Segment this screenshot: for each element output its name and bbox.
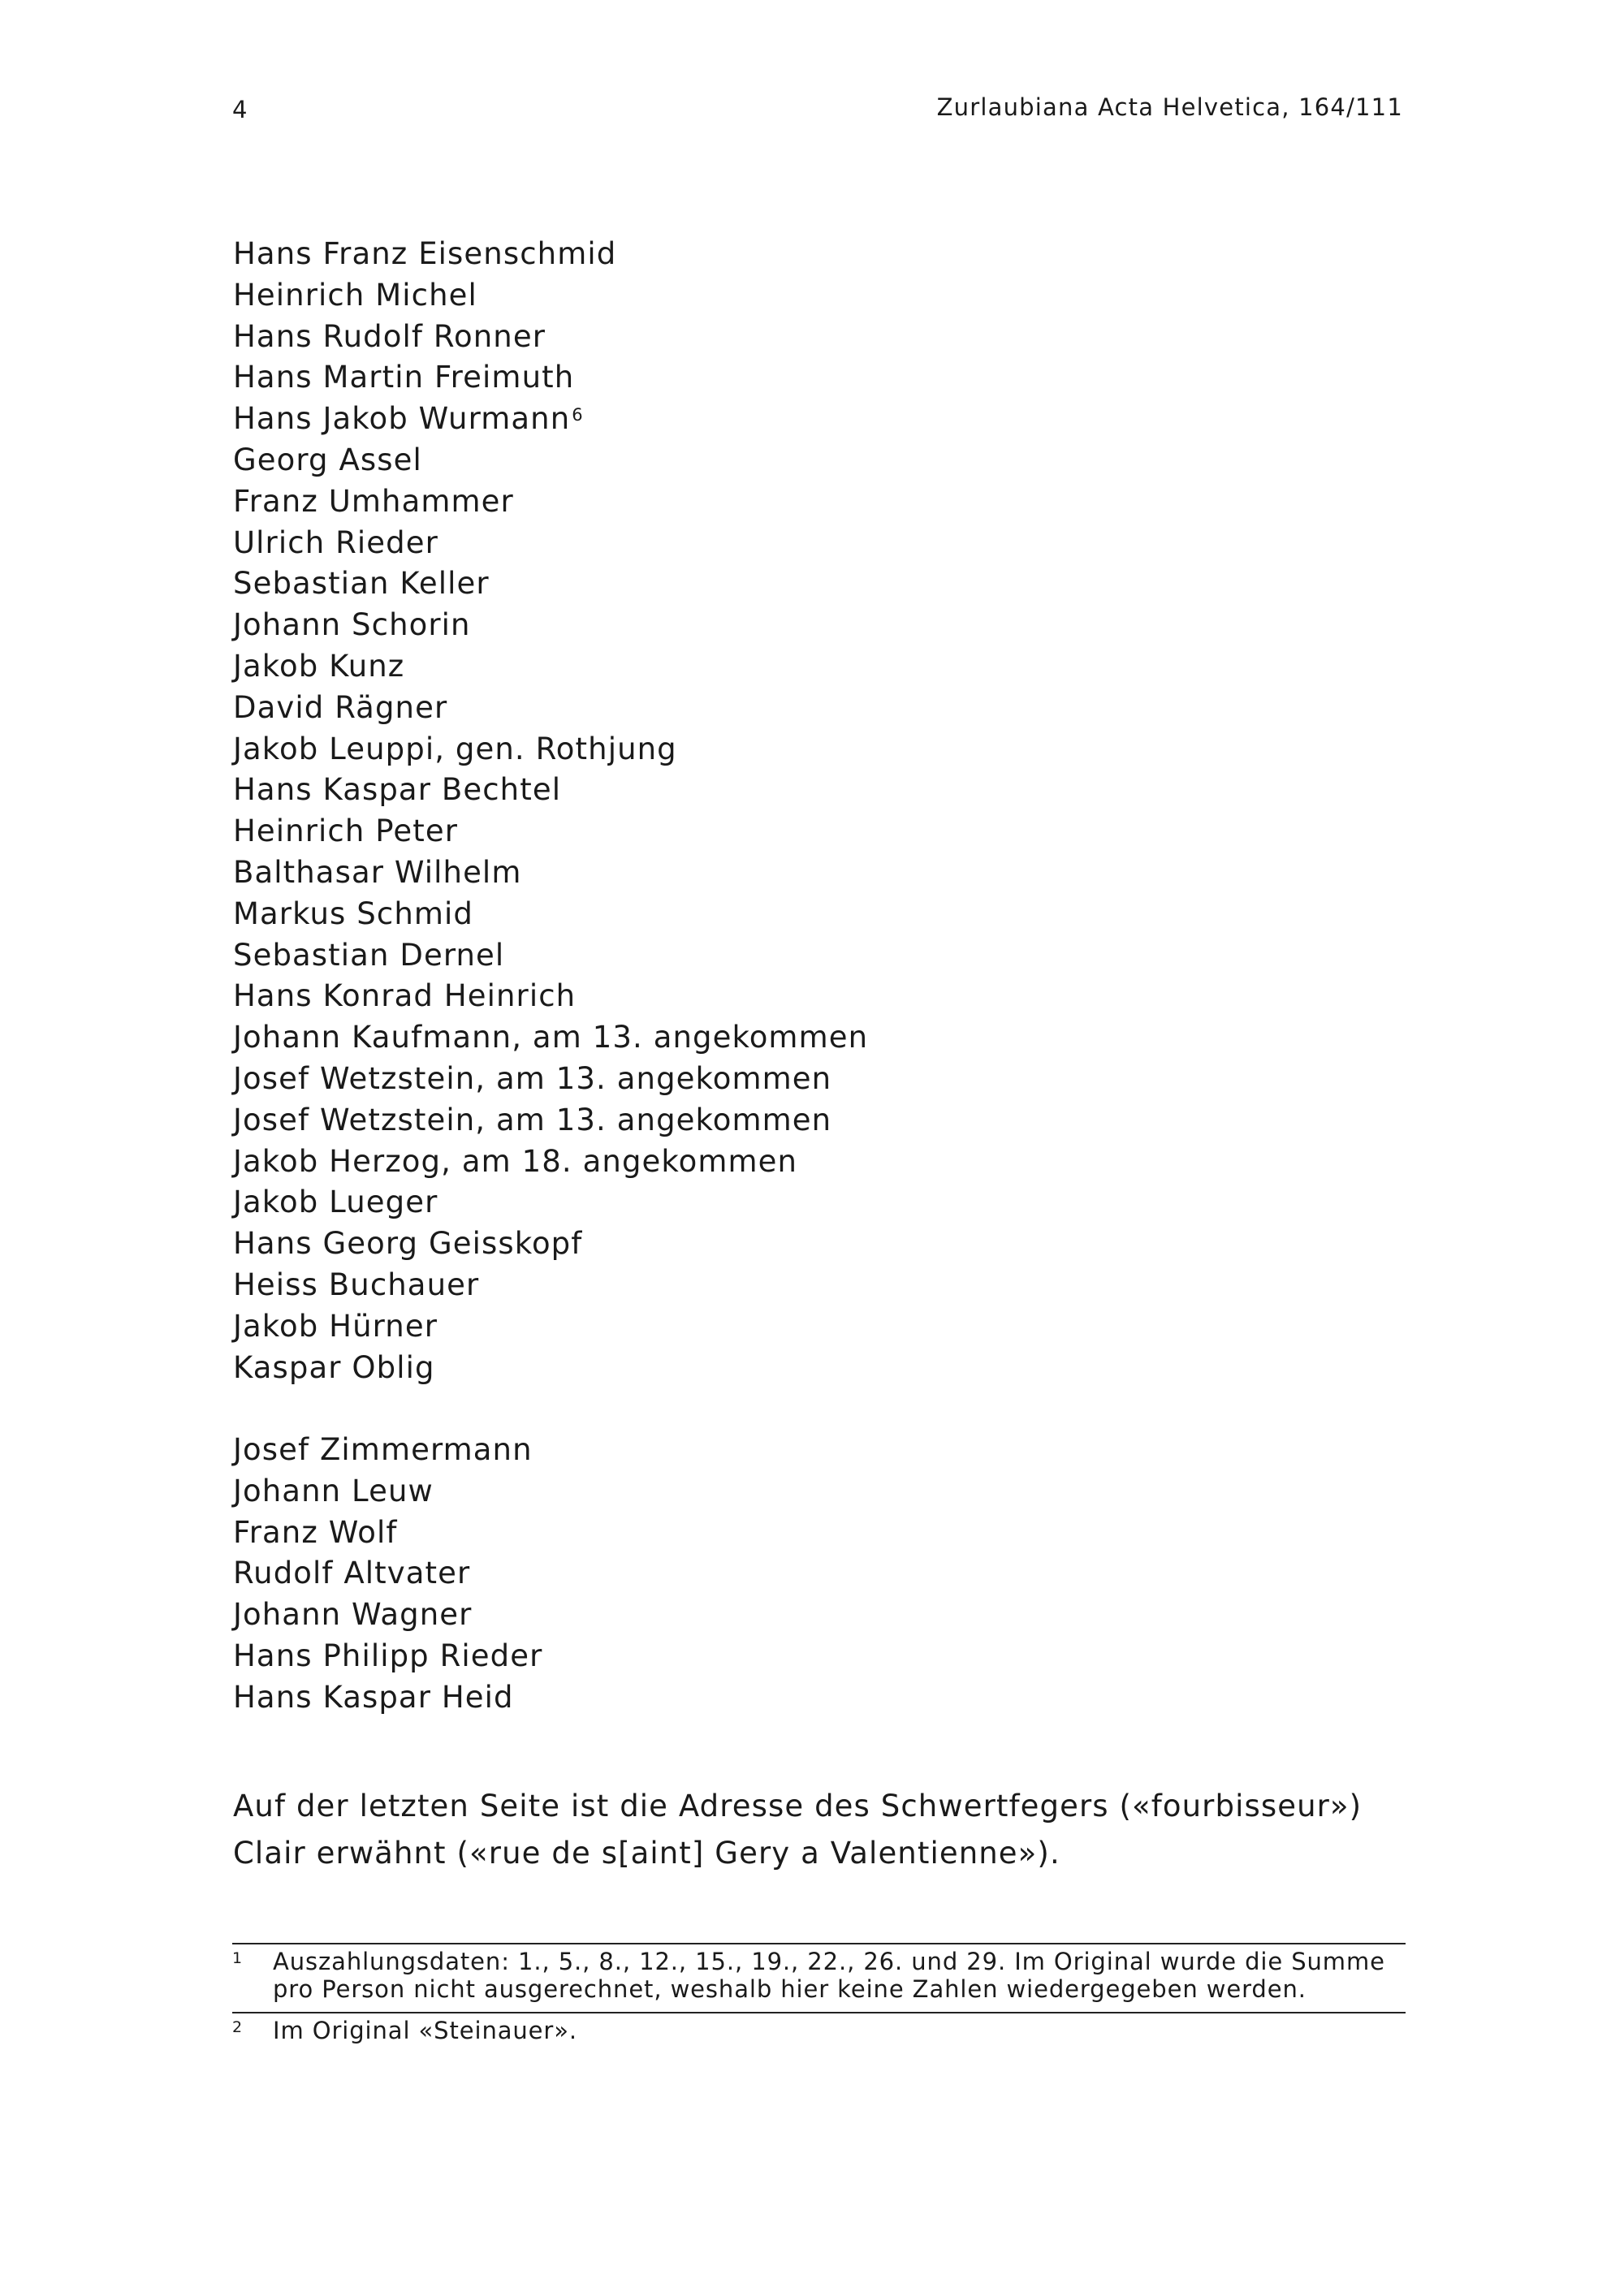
list-item <box>233 935 868 977</box>
list-item <box>233 275 868 317</box>
person-name: Jakob Lueger <box>233 1185 438 1220</box>
person-name: David Rägner <box>233 689 448 725</box>
list-item <box>233 399 868 440</box>
list-item: Rudolf Altvater <box>233 1556 471 1591</box>
person-name: Sebastian Dernel <box>233 937 505 973</box>
list-item <box>233 317 868 358</box>
footnote-1 <box>232 1948 1406 2003</box>
list-item: Josef Zimmermann <box>233 1432 533 1467</box>
list-item <box>233 563 868 605</box>
person-name: Jakob Hürner <box>233 1308 438 1344</box>
list-item: Franz Wolf <box>233 1514 398 1550</box>
person-name: Josef Wetzstein, am 13. angekommen <box>233 1060 832 1096</box>
list-item: Hans Kaspar Heid <box>233 1679 514 1715</box>
list-item <box>233 605 868 646</box>
person-name: Ulrich Rieder <box>233 524 438 560</box>
list-item <box>233 1059 868 1100</box>
list-item <box>233 976 868 1017</box>
footnote-divider <box>232 1943 1406 1944</box>
person-name: Heinrich Michel <box>233 277 477 313</box>
list-item <box>233 811 868 852</box>
list-item <box>233 894 868 935</box>
person-name: Hans Jakob Wurmann <box>233 401 571 437</box>
list-item <box>233 1017 868 1059</box>
list-item <box>233 852 868 894</box>
list-item <box>233 357 868 399</box>
person-name: Kaspar Oblig <box>233 1349 435 1385</box>
list-item <box>233 1224 868 1265</box>
running-header: Zurlaubiana Acta Helvetica, 164/111 <box>936 93 1403 121</box>
list-item <box>233 1182 868 1224</box>
person-name: Hans Georg Geisskopf <box>233 1226 583 1262</box>
list-item <box>233 1348 868 1389</box>
person-name: Heiss Buchauer <box>233 1267 480 1302</box>
list-item <box>233 688 868 729</box>
person-name: Balthasar Wilhelm <box>233 854 522 890</box>
name-list-group-2 <box>233 1430 542 1719</box>
list-item <box>233 1100 868 1142</box>
list-item <box>233 770 868 811</box>
list-item <box>233 729 868 770</box>
person-name: Josef Wetzstein, am 13. angekommen <box>233 1102 832 1137</box>
list-item <box>233 1265 868 1306</box>
list-item: Johann Wagner <box>233 1597 473 1633</box>
person-name: Hans Kaspar Bechtel <box>233 772 562 808</box>
list-item: Hans Philipp Rieder <box>233 1638 543 1673</box>
footnote-text: Auszahlungsdaten: 1., 5., 8., 12., 15., 19., 22., 26. und 29. Im Original wurde die Summe pro Person nicht ausgerechnet, weshalb hier keine Zahlen wiedergegeben werden. <box>273 1948 1385 2003</box>
person-name: Jakob Herzog, am 18. angekommen <box>233 1143 798 1179</box>
page-number: 4 <box>232 96 248 123</box>
list-item <box>233 1306 868 1348</box>
list-item <box>233 646 868 688</box>
list-item <box>233 440 868 481</box>
footnote-reference: 6 <box>572 405 584 425</box>
person-name: Johann Kaufmann, am 13. angekommen <box>233 1020 869 1055</box>
person-name: Jakob Kunz <box>233 648 405 684</box>
person-name: Georg Assel <box>233 442 422 477</box>
person-name: Sebastian Keller <box>233 566 490 602</box>
person-name: Hans Franz Eisenschmid <box>233 236 617 271</box>
footnote-text: Im Original «Steinauer». <box>273 2017 577 2044</box>
list-item <box>233 234 868 275</box>
name-list-group-1 <box>233 234 868 1388</box>
list-item <box>233 523 868 564</box>
person-name: Heinrich Peter <box>233 814 459 849</box>
list-item <box>233 481 868 523</box>
person-name: Jakob Leuppi, gen. Rothjung <box>233 731 677 766</box>
person-name: Hans Martin Freimuth <box>233 360 575 395</box>
person-name: Hans Rudolf Ronner <box>233 318 546 354</box>
footnote-divider <box>232 2012 1406 2013</box>
list-item: Johann Leuw <box>233 1473 434 1508</box>
footnote-marker: 1 <box>232 1949 243 1967</box>
person-name: Johann Schorin <box>233 607 471 643</box>
person-name: Franz Umhammer <box>233 483 514 519</box>
closing-paragraph: Auf der letzten Seite ist die Adresse des Schwertfegers («fourbisseur») Clair erwähnt («rue de s[aint] Gery a Valentienne»). <box>233 1789 1363 1871</box>
list-item <box>233 1142 868 1183</box>
person-name: Hans Konrad Heinrich <box>233 978 577 1014</box>
footnote-marker: 2 <box>232 2018 243 2036</box>
footnote-2 <box>232 2017 1406 2044</box>
person-name: Markus Schmid <box>233 896 473 931</box>
